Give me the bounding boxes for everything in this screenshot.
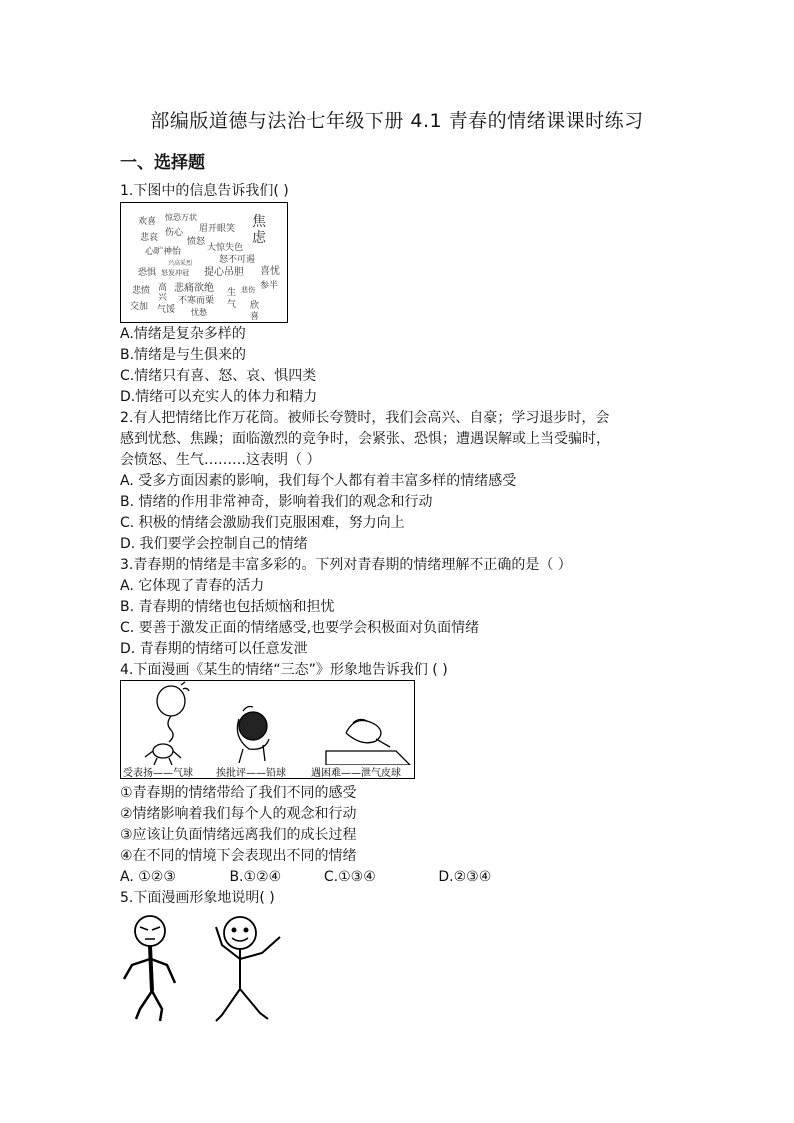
q4-stem: 4.下面漫画《某生的情绪“三态”》形象地告诉我们 ( ) [120,662,448,678]
figure-word: 兴高采烈 [168,260,193,267]
figure-word: 虑 [252,230,266,246]
figure-word: 心旷神怡 [145,247,182,257]
figure-word: 悲痛欲绝 [174,283,214,294]
page-title: 部编版道德与法治七年级下册 4.1 青春的情绪课课时练习 [150,110,644,132]
q4-choice-a: A. ①②③ [120,869,176,885]
cartoon-caption-difficulty: 遇困难——泄气皮球 [311,768,401,779]
q5-angry-happy-cartoon [118,915,298,1030]
figure-word: 焦 [252,214,266,230]
q4-statement-2: ②情绪影响着我们每个人的观念和行动 [120,806,357,822]
q2-option-a: A. 受多方面因素的影响，我们每个人都有着丰富多样的情绪感受 [120,473,517,489]
section-heading: 一、选择题 [120,153,205,173]
q4-choice-d: D.②③④ [438,869,492,885]
figure-word: 怒发冲冠 [161,269,189,277]
q2-stem-line-1: 2.有人把情绪比作万花筒。被师长夸赞时，我们会高兴、自豪；学习退步时，会 [120,410,610,426]
q3-stem: 3.青春期的情绪是丰富多彩的。下列对青春期的情绪理解不正确的是（ ） [120,557,572,573]
q2-option-b: B. 情绪的作用非常神奇，影响着我们的观念和行动 [120,494,433,510]
figure-word: 高 [158,283,168,293]
balloon-student-drawing [145,682,189,765]
figure-word: 伤心 [165,228,184,238]
q4-statement-1: ①青春期的情绪带给了我们不同的感受 [120,785,357,801]
figure-word: 悲愤 [132,286,151,296]
figure-word: 悲伤 [241,286,255,294]
three-states-cartoon [121,681,414,765]
figure-word: 不寒而栗 [178,296,215,306]
q4-cartoon-figure [120,680,415,779]
figure-word: 悲哀 [140,233,159,243]
figure-word: 恐惧 [138,268,157,278]
q2-option-d: D. 我们要学会控制自己的情绪 [120,536,308,552]
deflated-ball-student-drawing [326,719,410,765]
happy-stick-figure [216,917,280,1021]
lead-ball-student-drawing [237,707,269,764]
figure-word: 怒不可遏 [219,255,256,265]
q3-option-a: A. 它体现了青春的活力 [120,578,265,594]
q1-option-b: B.情绪是与生俱来的 [120,347,247,363]
q2-stem-line-2: 感到忧愁、焦躁；面临激烈的竞争时，会紧张、恐惧；遭遇误解或上当受骗时， [120,431,610,447]
cartoon-caption-praise: 受表扬——气球 [123,768,193,779]
q1-option-a: A.情绪是复杂多样的 [120,326,246,342]
q3-option-c: C. 要善于激发正面的情绪感受,也要学会积极面对负面情绪 [120,620,480,636]
figure-word: 眉开眼笑 [199,224,236,234]
figure-word: 愤怒 [187,237,206,247]
figure-word: 大惊失色 [207,243,244,253]
figure-word: 生 [227,288,237,298]
figure-word: 喜忧 [260,266,280,277]
q4-statement-4: ④在不同的情境下会表现出不同的情绪 [120,848,357,864]
q2-option-c: C. 积极的情绪会激励我们克服困难，努力向上 [120,515,405,531]
figure-word: 参半 [260,281,279,291]
figure-word: 喜 [250,312,260,322]
figure-word: 气馁 [157,305,176,315]
q1-stem: 1.下图中的信息告诉我们( ) [120,183,289,199]
figure-word: 欢喜 [138,217,157,227]
q1-option-d: D.情绪可以充实人的体力和精力 [120,389,318,405]
q4-choice-c: C.①③④ [323,869,376,885]
q1-emotion-word-figure [120,202,288,323]
q3-option-d: D. 青春期的情绪可以任意发泄 [120,641,308,657]
figure-word: 兴 [158,293,168,303]
figure-word: 忧愁 [191,308,207,317]
q4-statement-3: ③应该让负面情绪远离我们的成长过程 [120,827,357,843]
angry-stick-figure [124,916,175,1021]
figure-word: 交加 [130,302,149,312]
q4-choice-b: B.①②④ [229,869,282,885]
q2-stem-line-3: 会愤怒、生气………这表明（ ） [120,452,321,468]
cartoon-caption-criticism: 挨批评——铅球 [216,768,286,779]
figure-word: 惊恐万状 [165,213,197,222]
figure-word: 欣 [250,301,260,311]
q4-choices [120,867,690,888]
q5-stem: 5.下面漫画形象地说明( ) [120,890,275,906]
figure-word: 提心吊胆 [204,267,244,278]
q3-option-b: B. 青春期的情绪也包括烦恼和担忧 [120,599,335,615]
q1-option-c: C.情绪只有喜、怒、哀、惧四类 [120,368,317,384]
figure-word: 气 [227,300,237,310]
